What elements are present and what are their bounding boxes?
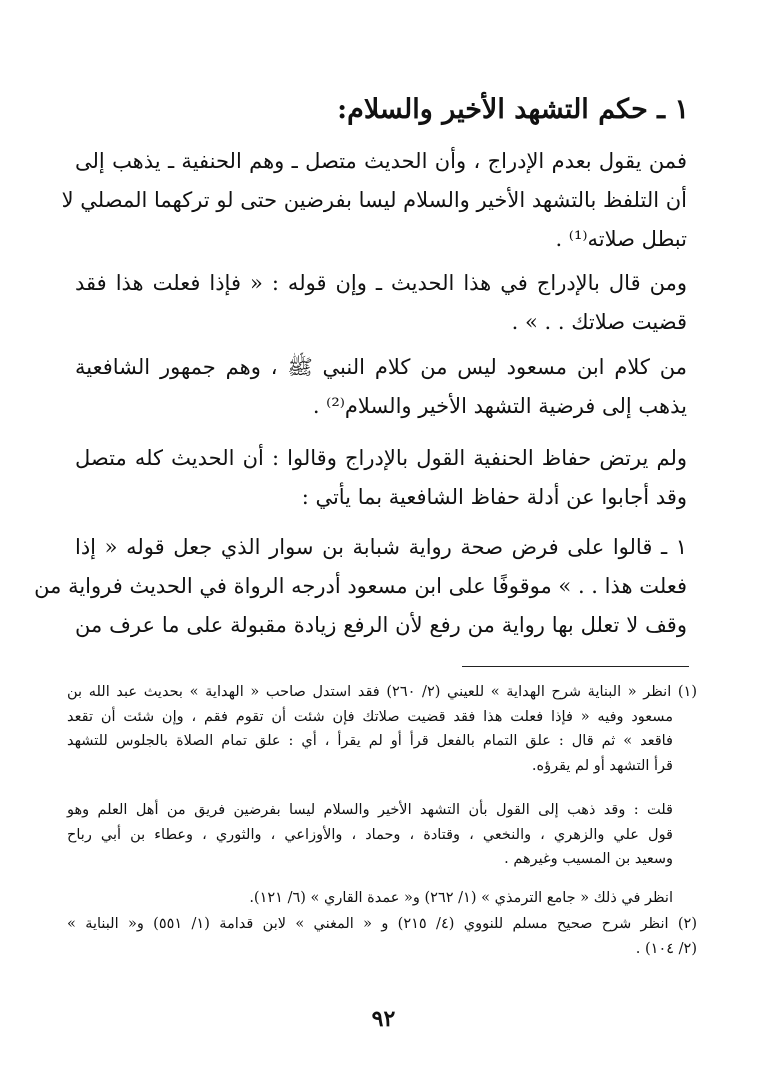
footnote-line: قرأ التشهد أو لم يقرؤه.: [531, 757, 673, 774]
paragraph-point-one: [34, 528, 687, 645]
paragraph-no-interpolation: [61, 142, 687, 259]
page-number: ٩٢: [371, 1006, 396, 1032]
footnote-line: (١) انظر « البناية شرح الهداية » للعيني (٢/ ٢٦٠) فقد استدل صاحب « الهداية » بحديث عبد الله بن: [67, 684, 698, 700]
footnote-1-note: [67, 798, 673, 872]
text-line: من كلام ابن مسعود ليس من كلام النبي ﷺ ، وهم جمهور الشافعية: [75, 355, 687, 379]
footnote-line: (٢/ ١٠٤) .: [635, 940, 697, 957]
footnote-line: (٢) انظر شرح صحيح مسلم للنووي (٤/ ٢١٥) و « المغني » لابن قدامة (١/ ٥٥١) و« البناية »: [67, 916, 697, 932]
footnote-line: وسعيد بن المسيب وغيرهم .: [504, 851, 673, 867]
text-line: قضيت صلاتك . . » .: [511, 310, 687, 334]
text-line: يذهب إلى فرضية التشهد الأخير والسلام⁽²⁾ .: [312, 394, 687, 418]
paragraph-hanafi-response: [75, 439, 687, 517]
text-line: ولم يرتض حفاظ الحنفية القول بالإدراج وقالوا : أن الحديث كله متصل: [75, 446, 687, 470]
text-line: فعلت هذا . . » موقوفًا على ابن مسعود أدرجه الرواة في الحديث فرواية من: [34, 574, 687, 598]
paragraph-interpolation: [75, 264, 687, 342]
footnote-1: [67, 680, 697, 778]
paragraph-shafii-view: [75, 348, 687, 426]
footnote-line: فاقعد » ثم قال : علق التمام بالفعل قرأ أو لم يقرأ ، أي : علق تمام الصلاة بالجلوس للتشهد: [67, 733, 673, 749]
text-line: تبطل صلاته⁽¹⁾ .: [555, 227, 687, 251]
section-heading: ١ ـ حكم التشهد الأخير والسلام:: [337, 94, 689, 125]
text-line: ومن قال بالإدراج في هذا الحديث ـ وإن قوله : « فإذا فعلت هذا فقد: [75, 271, 687, 295]
footnote-1-reference: [67, 886, 673, 911]
text-line: ١ ـ قالوا على فرض صحة رواية شبابة بن سوار الذي جعل قوله « إذا: [75, 535, 687, 559]
footnote-line: قول علي والزهري ، والنخعي ، وقتادة ، وحماد ، والأوزاعي ، والثوري ، وعطاء بن أبي رباح: [67, 826, 673, 843]
footnote-divider: [462, 666, 689, 667]
text-line: وقف لا تعلل بها رواية من رفع لأن الرفع زيادة مقبولة على ما عرف من: [75, 613, 687, 637]
footnote-line: انظر في ذلك « جامع الترمذي » (١/ ٢٦٢) و« عمدة القاري » (٦/ ١٢١).: [249, 890, 673, 906]
footnote-line: قلت : وقد ذهب إلى القول بأن التشهد الأخير والسلام ليسا بفرضين فريق من أهل العلم وهو: [67, 802, 673, 818]
text-line: فمن يقول بعدم الإدراج ، وأن الحديث متصل ـ وهم الحنفية ـ يذهب إلى: [75, 149, 687, 173]
footnote-line: مسعود وفيه « فإذا فعلت هذا فقد قضيت صلاتك فإن شئت أن تقوم فقم ، وإن شئت أن تقعد: [67, 708, 673, 725]
text-line: وقد أجابوا عن أدلة حفاظ الشافعية بما يأتي :: [301, 485, 687, 509]
text-line: أن التلفظ بالتشهد الأخير والسلام ليسا بفرضين حتى لو تركهما المصلي لا: [61, 188, 687, 212]
footnote-2: [67, 912, 697, 961]
